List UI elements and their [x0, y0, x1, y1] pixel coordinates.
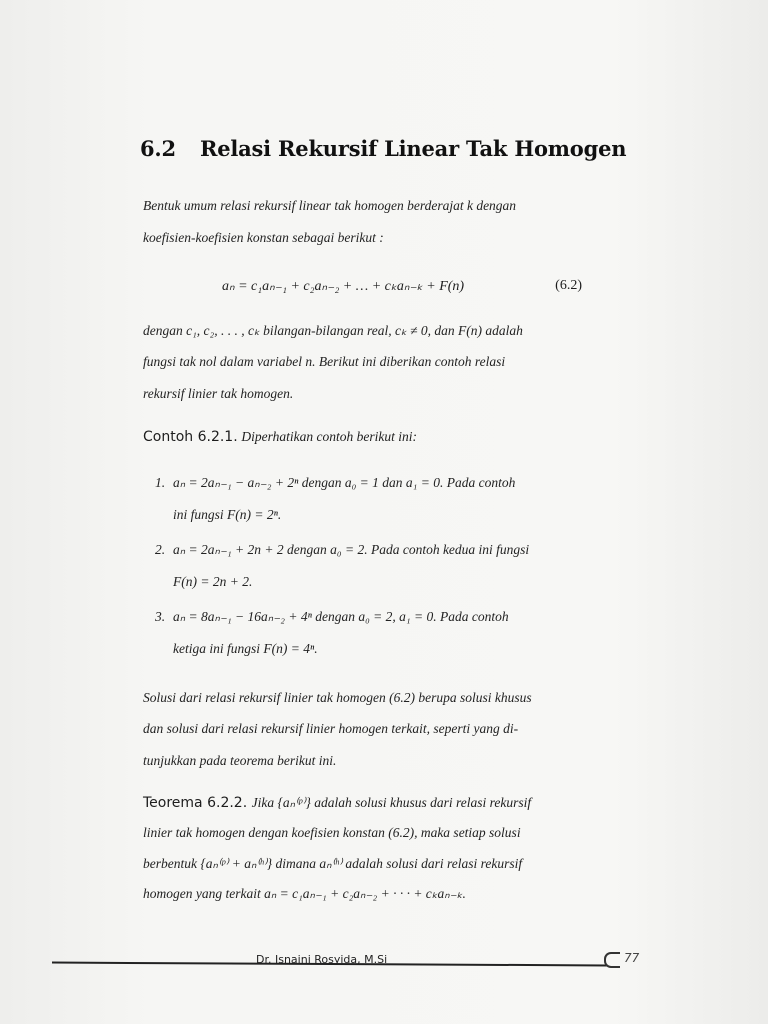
item-line-1: aₙ = 8aₙ₋₁ − 16aₙ₋₂ + 4ⁿ dengan a₀ = 2, a₁ = 0. Pada contoh — [173, 609, 509, 624]
section-number: 6.2 — [140, 136, 176, 161]
item-line-2: ketiga ini fungsi F(n) = 4ⁿ. — [173, 641, 318, 656]
page-number: 77 — [624, 951, 640, 965]
item-marker: 3. — [155, 609, 166, 624]
theorem-line-3: berbentuk {aₙ⁽ᵖ⁾ + aₙ⁽ʰ⁾} dimana aₙ⁽ʰ⁾ adalah solusi dari relasi rekursif — [143, 856, 523, 871]
section-heading — [140, 136, 626, 161]
theorem-heading — [143, 795, 531, 811]
footer-author: Dr. Isnaini Rosyida, M.Si — [256, 953, 388, 966]
solution-line-3: tunjukkan pada teorema berikut ini. — [143, 753, 337, 768]
theorem-label: Teorema 6.2.2. — [143, 795, 248, 811]
equation-text: aₙ = c₁aₙ₋₁ + c₂aₙ₋₂ + … + cₖaₙ₋ₖ + F(n) — [222, 279, 465, 294]
explanation-line-2: fungsi tak nol dalam variabel n. Berikut ini diberikan contoh relasi — [143, 354, 506, 369]
equation-number: (6.2) — [555, 278, 582, 293]
intro-line-2: koefisien-koefisien konstan sebagai berikut : — [143, 230, 384, 245]
explanation-line-3: rekursif linier tak homogen. — [143, 386, 294, 401]
item-line-2: F(n) = 2n + 2. — [173, 574, 253, 589]
equation-6-2 — [222, 278, 582, 295]
item-marker: 2. — [155, 542, 166, 557]
theorem-line-1: Jika {aₙ⁽ᵖ⁾} adalah solusi khusus dari relasi rekursif — [251, 795, 532, 810]
item-line-2: ini fungsi F(n) = 2ⁿ. — [173, 507, 282, 522]
item-line-1: aₙ = 2aₙ₋₁ + 2n + 2 dengan a₀ = 2. Pada contoh kedua ini fungsi — [173, 542, 530, 557]
example-label: Contoh 6.2.1. — [143, 429, 238, 445]
intro-line-1: Bentuk umum relasi rekursif linear tak homogen berderajat k dengan — [143, 198, 517, 213]
theorem-line-4: homogen yang terkait aₙ = c₁aₙ₋₁ + c₂aₙ₋₂ + · · · + cₖaₙ₋ₖ. — [143, 886, 466, 901]
item-marker: 1. — [155, 475, 166, 490]
explanation-line-1: dengan c₁, c₂, . . . , cₖ bilangan-bilangan real, cₖ ≠ 0, dan F(n) adalah — [143, 323, 523, 338]
item-line-1: aₙ = 2aₙ₋₁ − aₙ₋₂ + 2ⁿ dengan a₀ = 1 dan a₁ = 0. Pada contoh — [173, 475, 516, 490]
solution-line-2: dan solusi dari relasi rekursif linier homogen terkait, seperti yang di- — [143, 721, 519, 736]
example-intro: Diperhatikan contoh berikut ini: — [241, 429, 418, 444]
example-heading — [143, 429, 417, 446]
theorem-line-2: linier tak homogen dengan koefisien konstan (6.2), maka setiap solusi — [143, 825, 521, 840]
section-title: Relasi Rekursif Linear Tak Homogen — [199, 136, 627, 161]
page-tab-icon — [604, 952, 620, 968]
solution-line-1: Solusi dari relasi rekursif linier tak homogen (6.2) berupa solusi khusus — [143, 690, 532, 705]
